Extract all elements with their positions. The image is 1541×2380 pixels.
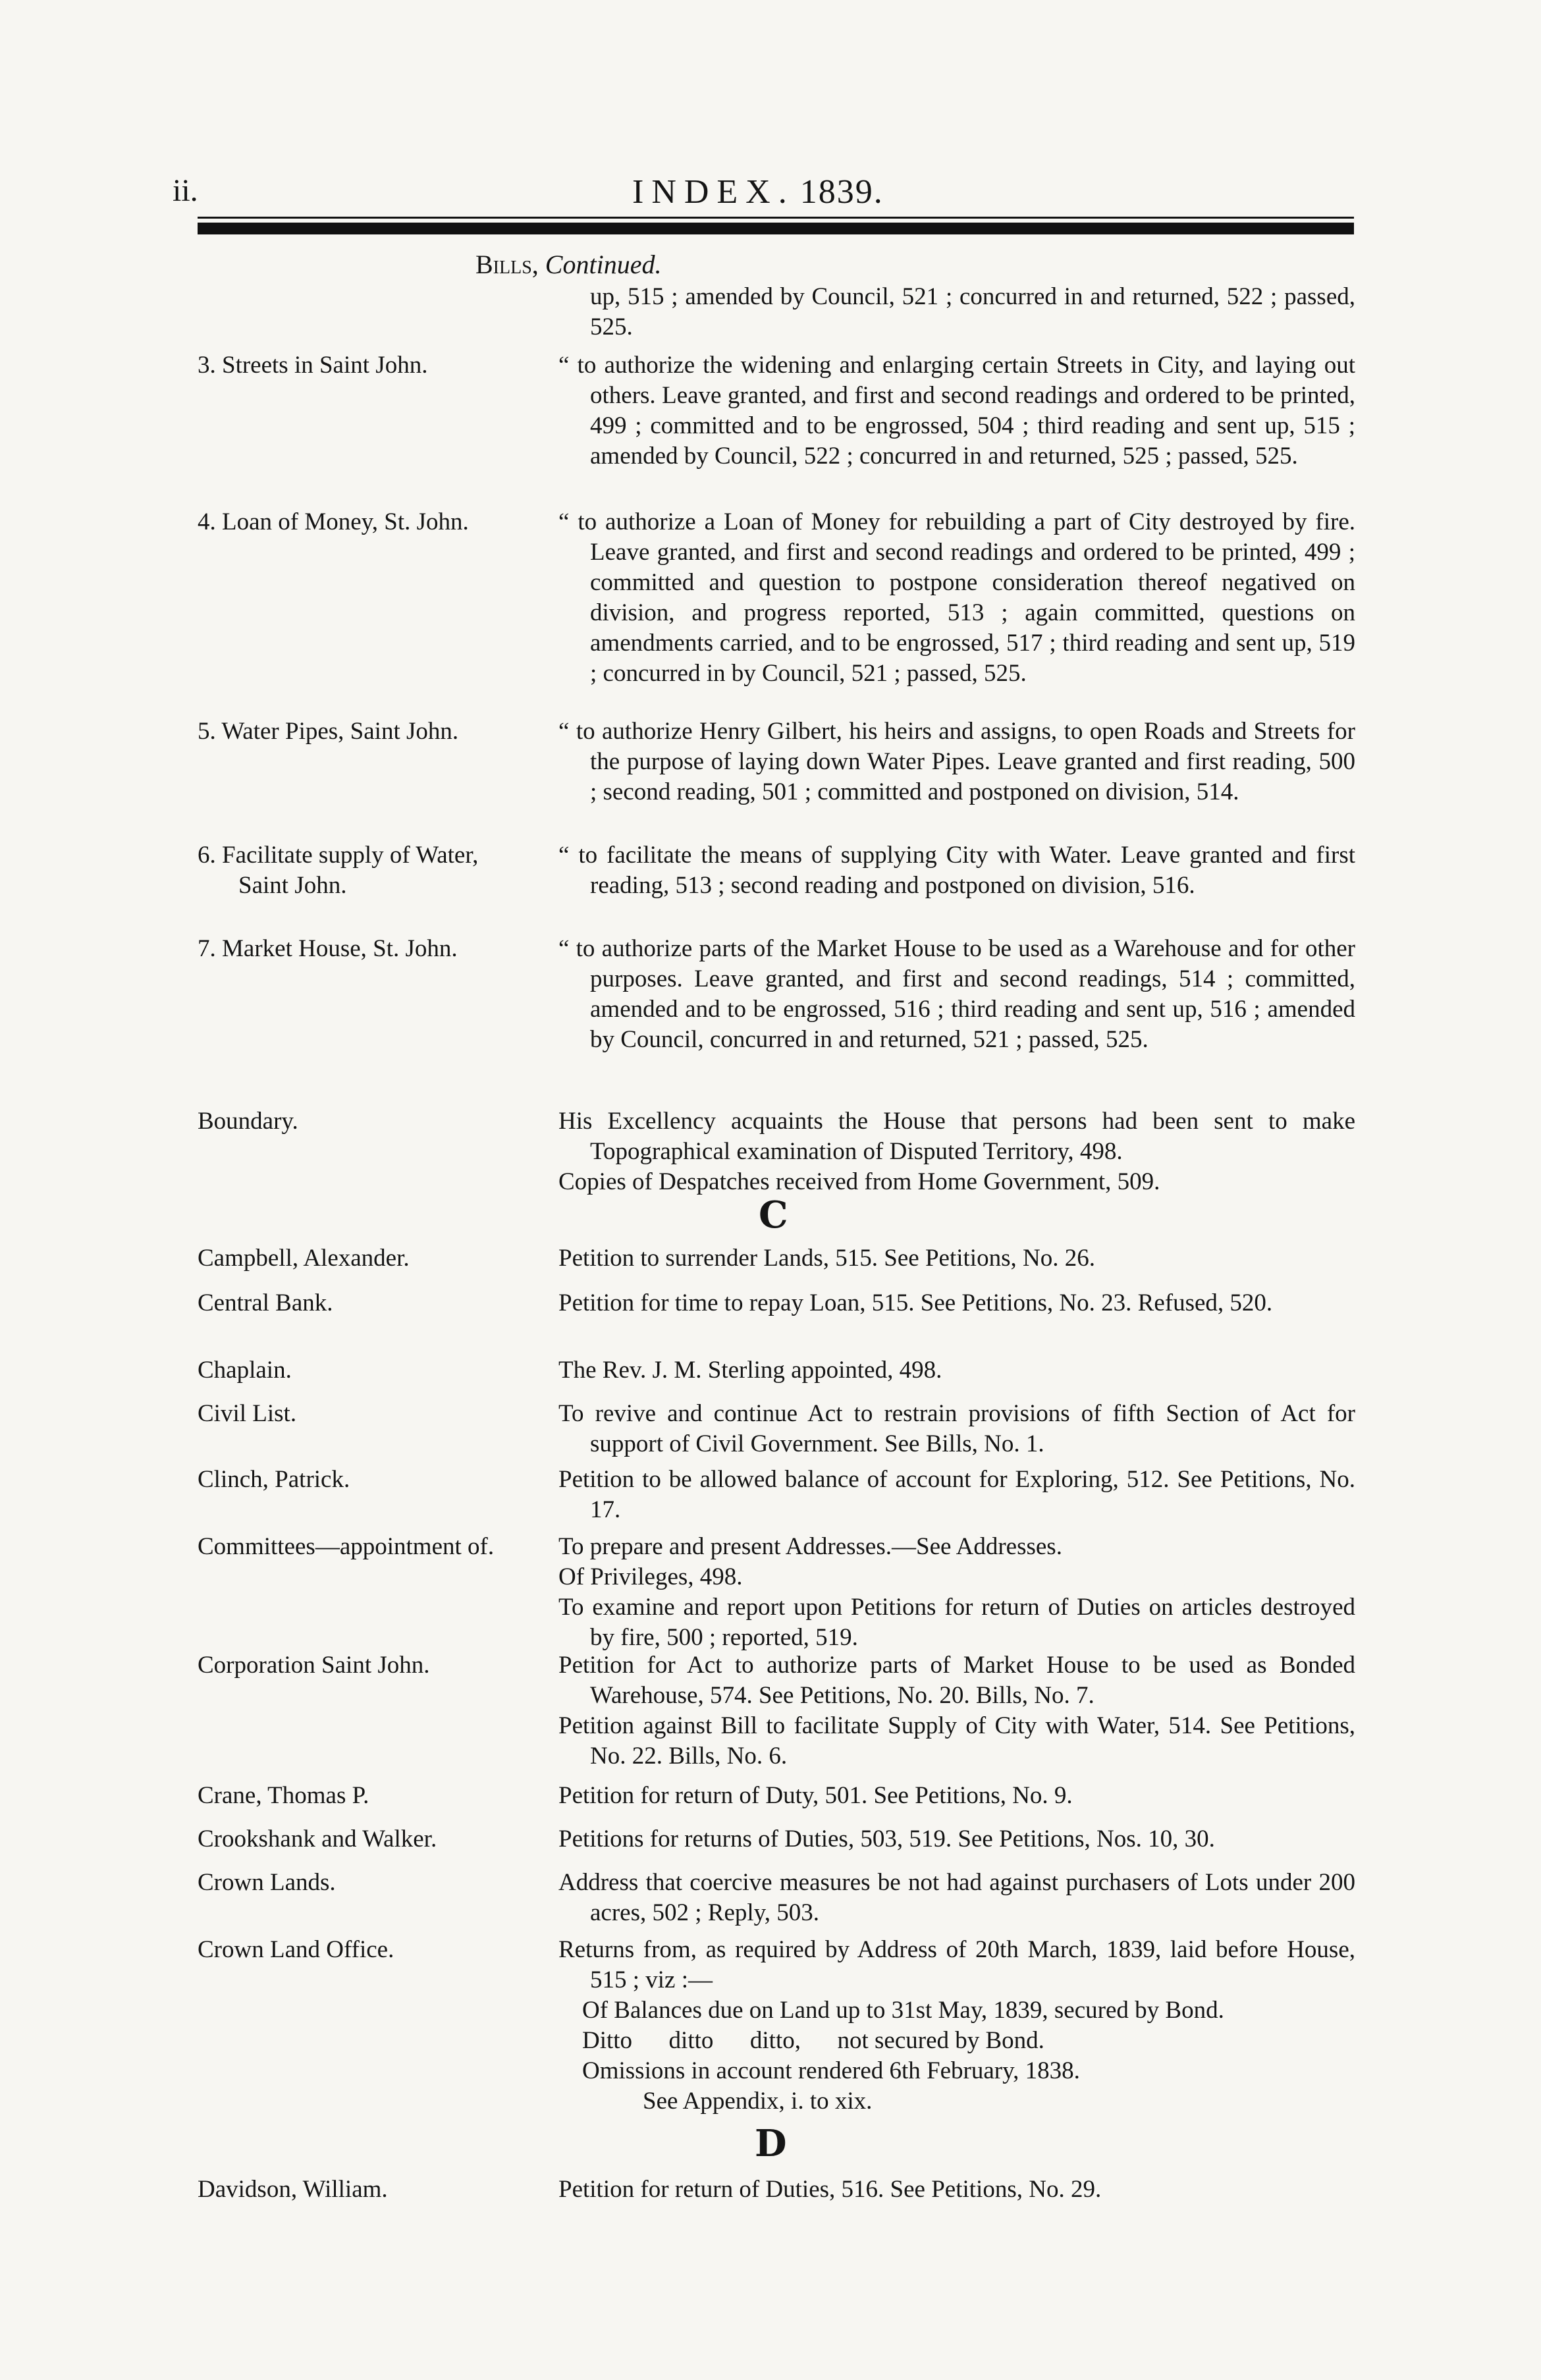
c-entry-line: Petition against Bill to facilitate Supply of City with Water, 514. See Petitions, No. 22. Bills, No. 6. xyxy=(558,1712,1355,1770)
crown-land-office-appendix: See Appendix, i. to xix. xyxy=(643,2088,873,2115)
c-entry-line: Of Privileges, 498. xyxy=(558,1563,743,1590)
bill-entry-head: 4. Loan of Money, St. John. xyxy=(198,508,469,535)
bill-entry-head xyxy=(198,840,566,901)
c-entry-head: Clinch, Patrick. xyxy=(198,1466,350,1493)
c-entry-head: Corporation Saint John. xyxy=(198,1652,430,1679)
c-entry-head: Crown Lands. xyxy=(198,1869,336,1896)
c-entry-line: To prepare and present Addresses.—See Addresses. xyxy=(558,1533,1062,1560)
page-number: ii. xyxy=(173,173,198,208)
bill-entry-head-sub: Saint John. xyxy=(238,872,347,899)
c-entry-head: Central Bank. xyxy=(198,1289,333,1316)
c-entry-line: Address that coercive measures be not had against purchasers of Lots under 200 acres, 502 ; Reply, 503. xyxy=(558,1869,1355,1926)
c-entry-line: To examine and report upon Petitions for return of Duties on articles destroyed by fire, 500 ; reported, 519. xyxy=(558,1594,1355,1651)
bills-heading-continued: Continued. xyxy=(545,250,662,279)
crown-land-office-item: Omissions in account rendered 6th February, 1838. xyxy=(582,2057,1080,2084)
c-entry-head: Crane, Thomas P. xyxy=(198,1782,369,1809)
bill-entry-head-main: 6. Facilitate supply of Water, xyxy=(198,842,479,869)
c-entry-head: Crookshank and Walker. xyxy=(198,1826,437,1853)
bill-entry-head: 5. Water Pipes, Saint John. xyxy=(198,718,459,745)
c-entry-line: Petition for Act to authorize parts of Market House to be used as Bonded Warehouse, 574. See Petitions, No. 20. Bills, No. 7. xyxy=(558,1652,1355,1709)
c-entry-line: Petition to be allowed balance of account for Exploring, 512. See Petitions, No. 17. xyxy=(558,1466,1355,1523)
c-entry-line: Petition for return of Duty, 501. See Petitions, No. 9. xyxy=(558,1782,1073,1809)
bill-entry-text: “ to authorize parts of the Market House to be used as a Warehouse and for other purposes. Leave granted, and first and second readings, 514 ; committed, amended and to be engrossed, 516 ; third reading and sent up, 516 ; amended by Council, concurred in and returned, 521 ; passed, 525. xyxy=(558,935,1355,1053)
c-entry-line: The Rev. J. M. Sterling appointed, 498. xyxy=(558,1357,942,1384)
bills-continuation-text: up, 515 ; amended by Council, 521 ; concurred in and returned, 522 ; passed, 525. xyxy=(590,283,1355,340)
c-entry-head: Campbell, Alexander. xyxy=(198,1245,410,1272)
boundary-line: Copies of Despatches received from Home Government, 509. xyxy=(558,1168,1160,1195)
header-rule xyxy=(198,223,1354,234)
bills-heading xyxy=(475,249,661,280)
c-entry-head: Committees—appointment of. xyxy=(198,1533,495,1560)
d-entry-head: Davidson, William. xyxy=(198,2176,388,2203)
bill-entry-head: 7. Market House, St. John. xyxy=(198,935,458,962)
title-year: 1839. xyxy=(799,173,884,211)
title-word: INDEX. xyxy=(632,173,795,211)
c-entry-line: Petition to surrender Lands, 515. See Petitions, No. 26. xyxy=(558,1245,1095,1272)
c-entry-head: Crown Land Office. xyxy=(198,1936,394,1963)
page-title xyxy=(632,173,884,211)
boundary-line: His Excellency acquaints the House that persons had been sent to make Topographical examination of Disputed Territory, 498. xyxy=(558,1108,1355,1165)
section-letter-d: D xyxy=(755,2122,787,2165)
bill-entry-text: “ to authorize a Loan of Money for rebuilding a part of City destroyed by fire. Leave granted, and first and second readings and ordered to be printed, 499 ; committed and question to postpone consideration thereof negatived on division, and progress reported, 513 ; again committed, questions on amendments carried, and to be engrossed, 517 ; third reading and sent up, 519 ; concurred in by Council, 521 ; passed, 525. xyxy=(558,508,1355,687)
d-entry-line: Petition for return of Duties, 516. See Petitions, No. 29. xyxy=(558,2176,1102,2203)
bill-entry-text: “ to authorize Henry Gilbert, his heirs and assigns, to open Roads and Streets for the purpose of laying down Water Pipes. Leave granted and first reading, 500 ; second reading, 501 ; committed and postponed on division, 514. xyxy=(558,718,1355,805)
c-entry-line: Petitions for returns of Duties, 503, 519. See Petitions, Nos. 10, 30. xyxy=(558,1826,1215,1853)
c-entry-head: Civil List. xyxy=(198,1400,297,1427)
crown-land-office-item: Ditto ditto ditto, not secured by Bond. xyxy=(582,2027,1044,2054)
bill-entry-head: 3. Streets in Saint John. xyxy=(198,352,428,379)
crown-land-office-item: Of Balances due on Land up to 31st May, 1839, secured by Bond. xyxy=(582,1997,1224,2024)
bills-heading-name: Bills, xyxy=(475,250,539,279)
c-entry-line: Returns from, as required by Address of 20th March, 1839, laid before House, 515 ; viz :— xyxy=(558,1936,1355,1993)
boundary-head: Boundary. xyxy=(198,1108,298,1135)
c-entry-line: Petition for time to repay Loan, 515. See Petitions, No. 23. Refused, 520. xyxy=(558,1289,1273,1316)
bill-entry-text: “ to facilitate the means of supplying City with Water. Leave granted and first reading, 513 ; second reading and postponed on division, 516. xyxy=(558,842,1355,899)
c-entry-line: To revive and continue Act to restrain provisions of fifth Section of Act for support of Civil Government. See Bills, No. 1. xyxy=(558,1400,1355,1457)
section-letter-c: C xyxy=(759,1193,788,1237)
bill-entry-text: “ to authorize the widening and enlarging certain Streets in City, and laying out others. Leave granted, and first and second readings and ordered to be printed, 499 ; committed and to be engrossed, 504 ; third reading and sent up, 515 ; amended by Council, 522 ; concurred in and returned, 525 ; passed, 525. xyxy=(558,352,1355,470)
c-entry-head: Chaplain. xyxy=(198,1357,292,1384)
